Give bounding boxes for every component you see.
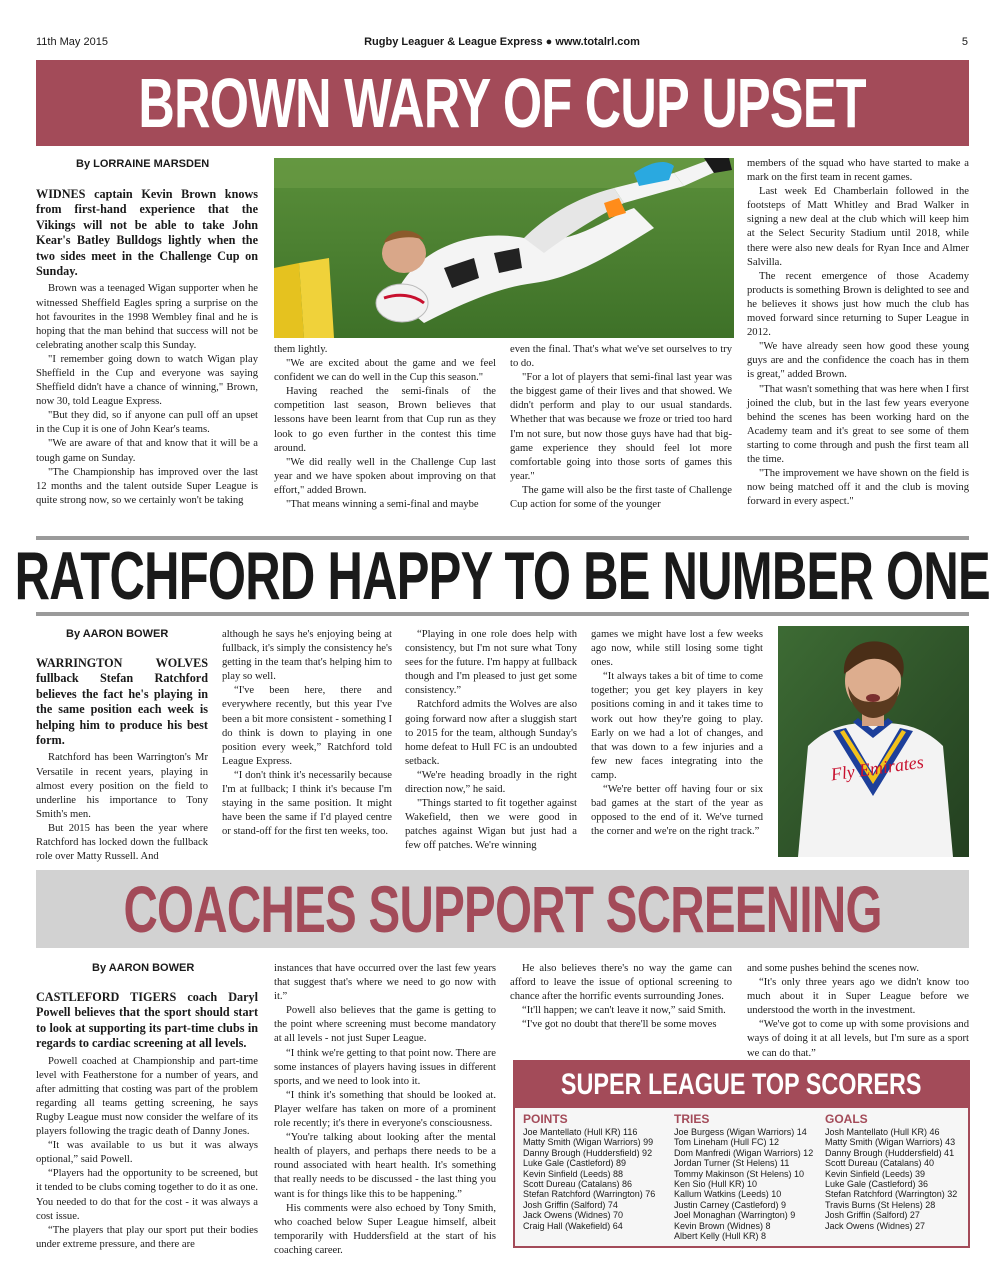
article2-paragraph: “We're better off having four or six bad games at the start of the year as opposed to the end of it. We've turned the corner and we're on the right track.” [591,784,763,838]
article3-paragraph: Powell coached at Championship and part-time level with Featherstone for a number of years, and after admitting that costing was part of the problem regarding all teams getting screening, he says Rugby League must now consider the welfare of its players following the tragic death of Danny Jones. [36,1055,258,1138]
goals-list [825,1112,957,1231]
article2-paragraph: “Playing in one role does help with consistency, but I'm not sure what Tony sees for the future. I'm happy at fullback though and I'm pleased to just get some consistency.” [405,629,577,697]
list-item: Tommy Makinson (St Helens) 10 [674,1168,805,1179]
top-scorers-title: SUPER LEAGUE TOP SCORERS [561,1068,922,1101]
article1-paragraph: Last week Ed Chamberlain followed in the footsteps of Matt Whitley and Brad Walker in signing a new deal at the club which will keep him at the Select Security Stadium until 2018, while there were also new deals for Ryan Ince and Almer Salvilla. [747,186,969,268]
article1-paragraph: "We are aware of that and know that it will be a tough game on Sunday. [36,438,258,464]
article3-paragraph: “It was available to us but it was always optional,” said Powell. [36,1140,258,1166]
publication-name: Rugby Leaguer & League Express ● www.totalrl.com [364,36,640,48]
headline-ratchford: RATCHFORD HAPPY TO BE NUMBER ONE [14,538,991,614]
list-item: Stefan Ratchford (Warrington) 76 [523,1189,656,1200]
article3-paragraph: “I've got no doubt that there'll be some moves [522,1019,717,1031]
top-scorers-header [515,1062,968,1108]
article1-column-2 [274,343,496,512]
article3-paragraph: “I think it's something that should be looked at. Player welfare has taken on more of a prominent role recently; it's there in everyone's consciousness. [274,1089,496,1130]
top-scorers-box [513,1060,970,1248]
issue-date: 11th May 2015 [36,36,108,48]
list-item: Josh Griffin (Salford) 27 [825,1210,920,1221]
list-item: Matty Smith (Wigan Warriors) 99 [523,1137,654,1148]
article1-column-1 [36,187,258,508]
article3-paragraph: and some pushes behind the scenes now. [747,963,920,974]
list-item: Dom Manfredi (Wigan Warriors) 12 [674,1147,814,1158]
article3-paragraph: “I think we're getting to that point now. There are some instances of players having issues in different sports, and we need to look into it. [274,1047,496,1087]
article1-lead: WIDNES captain Kevin Brown knows from first-hand experience that the Vikings will not be able to take John Kear's Batley Bulldogs lightly when the two sides meet in the Challenge Cup on Sunday. [36,187,258,279]
article2-paragraph: Ratchford has been Warrington's Mr Versatile in recent years, playing in almost every position on the field to underline his importance to Tony Smith's men. [36,752,208,820]
article1-paragraph: "We have already seen how good these young guys are and the confidence the coach has in them is great," added Brown. [747,341,969,381]
article2-paragraph: games we might have lost a few weeks ago now, while still losing some tight ones. [591,629,763,669]
article1-paragraph: "We are excited about the game and we feel confident we can do well in the Cup this season." [274,358,496,384]
article3-paragraph: “It'll happen; we can't leave it now,” said Smith. [522,1005,726,1017]
article1-paragraph: them lightly. [274,344,328,355]
article2-paragraph: Ratchford admits the Wolves are also going forward now after a sluggish start to 2015 for the team, although Sunday's home defeat to Hull FC is an undoubted setback. [405,699,577,767]
list-item: Jack Owens (Widnes) 27 [825,1220,926,1231]
article2-paragraph: “I don't think it's necessarily because I'm at fullback; I think it's because I'm staying in the same position. It might have been the same if I'd played centre or stand-off for the first ten weeks, too. [222,769,392,838]
article3-column-1 [36,990,258,1252]
article3-lead: CASTLEFORD TIGERS coach Daryl Powell believes that the sport should start to look at supporting its part-time clubs in regards to cardiac screening at all levels. [36,990,258,1051]
article3-paragraph: “Players had the opportunity to be screened, but it tended to be clubs coming together to do it as one. You needed to do that for the cost - it was always a cost issue. [36,1168,258,1222]
list-item: Albert Kelly (Hull KR) 8 [674,1231,767,1242]
article3-column-2 [274,962,496,1258]
list-item: Luke Gale (Castleford) 89 [523,1158,627,1169]
photo-stefan-ratchford [778,626,969,857]
goals-heading: GOALS [825,1112,868,1126]
article1-column-3 [510,343,732,512]
list-item: Stefan Ratchford (Warrington) 32 [825,1189,958,1200]
points-heading: POINTS [523,1112,568,1126]
page-folio [36,36,968,52]
article3-paragraph: His comments were also echoed by Tony Smith, who coached below Super League himself, albeit temporarily with Huddersfield at the start of his coaching career. [274,1202,496,1256]
article1-paragraph: "For a lot of players that semi-final last year was the biggest game of their lives and that showed. We didn't perform and play to our usual standards. Whether that was because we froze or tried too hard I'm not sure, but now those guys have had that big-game experience they should feel lot more comfortable going into those sorts of games this year." [510,372,732,482]
byline-aaron-bower: By AARON BOWER [92,962,195,974]
list-item: Danny Brough (Huddersfield) 92 [523,1147,653,1158]
article2-paragraph: “We're heading broadly in the right direction now,” he said. [405,769,577,796]
article3-paragraph: “The players that play our sport put their bodies under extreme pressure, and there are [36,1224,258,1250]
article2-paragraph: although he says he's enjoying being at fullback, it's simply the consistency he's getting in the team that's helping him to play so well. [222,629,392,683]
headline-banner-brown [36,60,969,146]
list-item: Kevin Sinfield (Leeds) 88 [523,1168,624,1179]
list-item: Craig Hall (Wakefield) 64 [523,1220,623,1231]
list-item: Josh Mantellato (Hull KR) 46 [825,1127,940,1137]
article2-column-4 [591,628,763,839]
list-item: Danny Brough (Huddersfield) 41 [825,1147,955,1158]
list-item: Justin Carney (Castleford) 9 [674,1199,787,1210]
list-item: Joe Mantellato (Hull KR) 116 [523,1127,638,1137]
list-item: Kevin Brown (Widnes) 8 [674,1220,771,1231]
photo-kevin-brown-diving [274,158,734,338]
article2-column-1 [36,656,208,864]
article3-column-4 [747,962,969,1061]
article3-paragraph: Powell also believes that the game is getting to the point where screening must become mandatory at all levels - not just Super League. [274,1005,496,1045]
headline-banner-ratchford [14,536,991,616]
article1-paragraph: members of the squad who have started to make a mark on the first team in recent games. [747,158,969,184]
list-item: Luke Gale (Castleford) 36 [825,1179,929,1190]
tries-heading: TRIES [674,1112,710,1126]
tries-list [674,1112,813,1241]
article2-paragraph: “It always takes a bit of time to come together; you get key players in key positions coming in and it takes time to work out how they're going to play. Early on we had a lot of changes, and that was down to a few injuries and a few new faces integrating into the camp. [591,671,763,781]
article1-paragraph: Brown was a teenaged Wigan supporter when he witnessed Sheffield Eagles spring a surprise on the hot favourites in the 1998 Wembley final and he is hoping that the man behind that success will not be celebrating another scalp this Sunday. [36,283,258,351]
list-item: Kallum Watkins (Leeds) 10 [674,1189,782,1200]
list-item: Jordan Turner (St Helens) 11 [674,1158,790,1169]
byline-aaron-bower: By AARON BOWER [66,628,169,640]
article1-paragraph: "The improvement we have shown on the field is now being matched off it and the club is moving forward in every aspect." [747,468,969,508]
article1-paragraph: "That wasn't something that was here when I first joined the club, but in the last few years everyone behind the scenes has been working hard on the Academy team and it's great to see some of them starting to come through and push the first team all the time. [747,383,969,465]
page-number: 5 [961,36,968,48]
headline-screening: COACHES SUPPORT SCREENING [123,872,882,946]
headline-brown: BROWN WARY OF CUP UPSET [138,64,867,142]
list-item: Travis Burns (St Helens) 28 [825,1199,936,1210]
headline-banner-screening [36,870,969,948]
list-item: Matty Smith (Wigan Warriors) 43 [825,1137,956,1148]
article1-paragraph: Having reached the semi-finals of the competition last season, Brown believes that lessons have been learnt from that Cup run as they look to go even further in the contest this time around. [274,386,496,454]
article2-column-2 [222,628,392,839]
article1-paragraph: "We did really well in the Challenge Cup last year and we have spoken about improving on that effort," added Brown. [274,456,496,496]
list-item: Jack Owens (Widnes) 70 [523,1210,624,1221]
article1-column-4 [747,157,969,509]
list-item: Joel Monaghan (Warrington) 9 [674,1210,796,1221]
article1-paragraph: even the final. That's what we've set ourselves to try to do. [510,344,732,370]
article2-paragraph: “I've been here, there and everywhere recently, but this year I've been a bit more consistent - something I do think is down to playing in one position every week,” Ratchford told League Express. [222,685,392,767]
article3-paragraph: “You're talking about looking after the mental health of players, and perhaps there needs to be a round associated with heart health. It's something that really needs to be discussed - the last thing you want is for things like this to be happening.” [274,1132,496,1200]
article2-lead: WARRINGTON WOLVES fullback Stefan Ratchford believes the fact he's playing in the same position each week is helping him to produce his best form. [36,656,208,748]
byline-lorraine-marsden: By LORRAINE MARSDEN [76,158,210,170]
shirt-sponsor-text: Fly Emirates [829,751,925,785]
article1-paragraph: The recent emergence of those Academy products is something Brown is delighted to see and he believes it shows just how much the club has moved forward since returning to Super League in 2012. [747,270,969,339]
article1-paragraph: The game will also be the first taste of Challenge Cup action for some of the younger [510,484,732,511]
photo-illustration [274,158,734,338]
article3-paragraph: “We've got to come up with some provisions and ways of doing it at all levels, but I'm sure as a sport we can do that.” [747,1019,969,1059]
article2-paragraph: "Things started to fit together against Wakefield, then we were good in patches against Wigan but just had a few off patches. We're winning [405,798,577,852]
article2-paragraph: But 2015 has been the year where Ratchford has locked down the fullback role over Matty Russell. And [36,822,208,863]
article1-paragraph: "That means winning a semi-final and maybe [286,499,479,511]
list-item: Scott Dureau (Catalans) 86 [523,1179,633,1190]
list-item: Joe Burgess (Wigan Warriors) 14 [674,1127,807,1137]
list-item: Scott Dureau (Catalans) 40 [825,1158,935,1169]
list-item: Kevin Sinfield (Leeds) 39 [825,1168,926,1179]
article3-paragraph: instances that have occurred over the last few years that suggest that's where we need to go now with it.” [274,963,496,1003]
article3-column-3 [510,962,732,1032]
points-list [523,1112,655,1231]
list-item: Tom Lineham (Hull FC) 12 [674,1137,780,1148]
article3-paragraph: “It's only three years ago we didn't know too much about it in Super League before we understood the worth in the investment. [747,977,969,1017]
photo-illustration [778,626,969,857]
list-item: Josh Griffin (Salford) 74 [523,1199,618,1210]
article1-paragraph: "I remember going down to watch Wigan play Sheffield in the Cup and everyone was saying Sheffield didn't have a chance of winning," Brown, now 30, told League Express. [36,353,258,408]
article2-column-3 [405,628,577,854]
list-item: Ken Sio (Hull KR) 10 [674,1179,758,1190]
article3-paragraph: He also believes there's no way the game can afford to leave the issue of optional screening to chance after the horrific events surrounding Jones. [510,963,732,1003]
article1-paragraph: "But they did, so if anyone can pull off an upset in the Cup it is one of John Kear's teams. [36,410,258,436]
article1-paragraph: "The Championship has improved over the last 12 months and the talent outside Super League is quite strong now, so we certainly won't be taking [36,466,258,506]
